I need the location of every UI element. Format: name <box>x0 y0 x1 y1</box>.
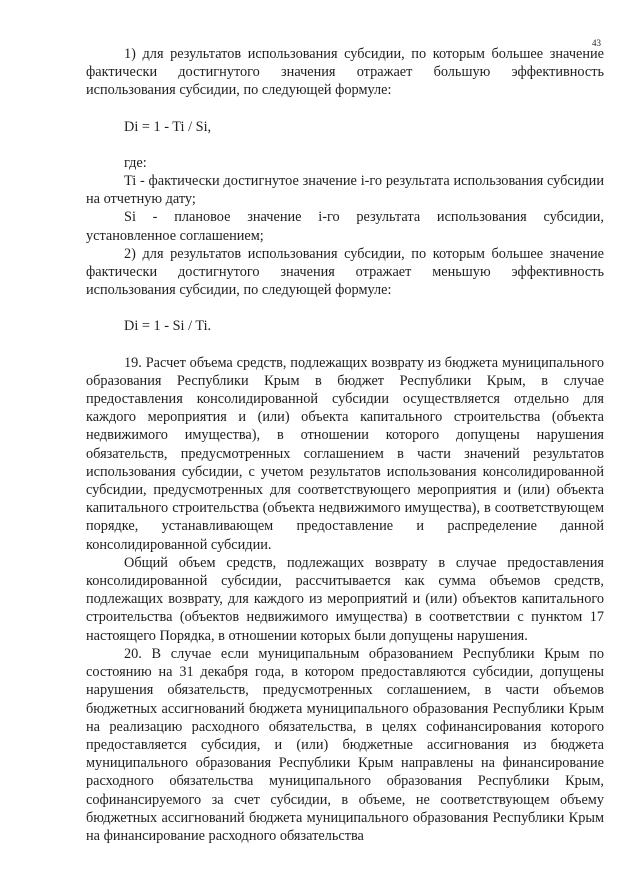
paragraph-rule-2: 2) для результатов использования субсидии, по которым большее значение фактически достигнутого значения отражает меньшую эффективность использования субсидии, по следующей формуле: <box>86 245 604 299</box>
paragraph-si-definition: Si - плановое значение i-го результата использования субсидии, установленное соглашением; <box>86 209 604 244</box>
formula-2: Di = 1 - Si / Ti. <box>124 318 212 335</box>
document-body <box>86 45 604 845</box>
paragraph-where: где: <box>124 154 147 171</box>
paragraph-clause-19: 19. Расчет объема средств, подлежащих возврату из бюджета муниципального образования Республики Крым в бюджет Республики Крым, в случае предоставления консолидированной субсидии осуществляется отдельно для каждого мероприятия и (или) объекта капитального строительства (объекта недвижимого имущества), в отношении которого допущены нарушения обязательств, предусмотренных соглашением в части значений результатов использования субсидии, с учетом результатов использования консолидированной субсидии, предусмотренных для соответствующего мероприятия и (или) объекта капитального строительства (объекта недвижимого имущества), в соответствующем порядке, устанавливающем предоставление и распределение данной консолидированной субсидии. <box>86 354 604 553</box>
paragraph-clause-20: 20. В случае если муниципальным образованием Республики Крым по состоянию на 31 декабря года, в котором предоставляются субсидии, допущены нарушения обязательств, предусмотренных соглашением, в части объемов бюджетных ассигнований бюджета муниципального образования Республики Крым на реализацию расходного обязательства, в целях софинансирования которого предоставляется субсидия, и (или) бюджетные ассигнования из бюджета муниципального образования Республики Крым направлены на финансирование расходного обязательства муниципального образования Республики Крым, софинансируемого за счет субсидии, в объеме, не соответствующем объему бюджетных ассигнований бюджета муниципального образования Республики Крым на финансирование расходного обязательства <box>86 645 604 844</box>
paragraph-total-volume: Общий объем средств, подлежащих возврату в случае предоставления консолидированной субсидии, рассчитывается как сумма объемов средств, подлежащих возврату, для каждого из мероприятий и (или) объектов капитального строительства (объектов недвижимого имущества) в соответствии с пунктом 17 настоящего Порядка, в отношении которых были допущены нарушения. <box>86 554 604 644</box>
formula-1: Di = 1 - Ti / Si, <box>124 118 212 135</box>
paragraph-ti-definition: Ti - фактически достигнутое значение i-го результата использования субсидии на отчетную дату; <box>86 173 604 208</box>
paragraph-rule-1: 1) для результатов использования субсидии, по которым большее значение фактически достигнутого значения отражает большую эффективность использования субсидии, по следующей формуле: <box>86 46 604 99</box>
page-number: 43 <box>592 38 601 48</box>
